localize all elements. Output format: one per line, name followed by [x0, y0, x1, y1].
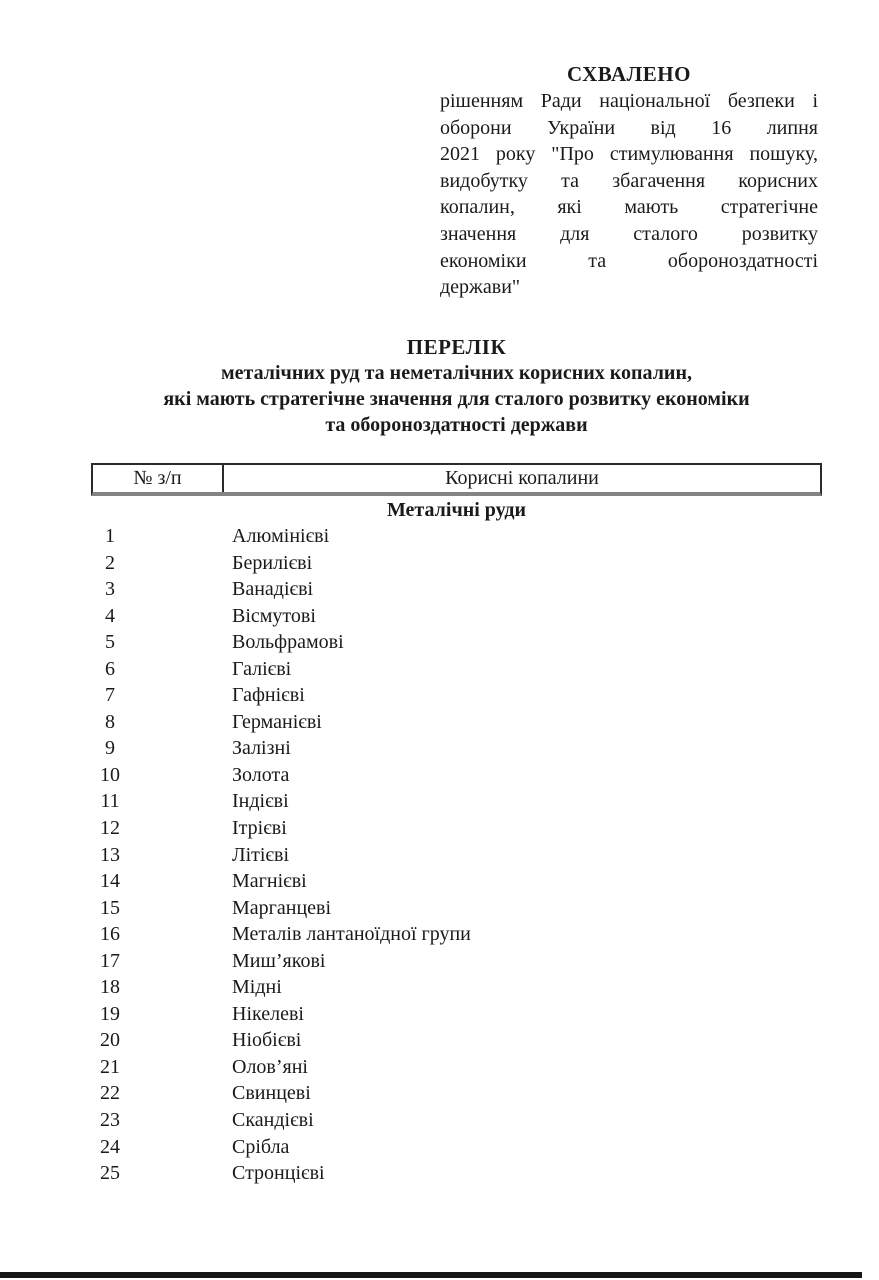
row-number: 7: [105, 684, 115, 707]
approval-body-line: рішенням Ради національної безпеки і: [440, 90, 818, 112]
row-number: 6: [105, 657, 115, 680]
table-row: [0, 974, 879, 1001]
row-mineral-name: Ніобієві: [232, 1029, 302, 1052]
table-row: [0, 523, 879, 550]
table-row: [0, 576, 879, 603]
row-number: 20: [100, 1029, 120, 1052]
row-mineral-name: Магнієві: [232, 870, 307, 893]
row-mineral-name: Марганцеві: [232, 896, 332, 919]
document-title: [91, 334, 822, 438]
row-number: 3: [105, 578, 115, 601]
table-row: [0, 735, 879, 762]
row-mineral-name: Стронцієві: [232, 1162, 325, 1185]
document-title-line: металічних руд та неметалічних корисних копалин,: [221, 362, 692, 384]
row-mineral-name: Алюмінієві: [232, 525, 330, 547]
approval-body-line: значення для сталого розвитку: [440, 222, 818, 245]
approval-body-line: оборони України від 16 липня: [440, 116, 818, 139]
table-row: [0, 709, 879, 736]
row-number: 4: [105, 604, 115, 627]
row-number: 25: [100, 1162, 120, 1185]
table-row: [0, 603, 879, 630]
approval-body-line: держави": [440, 276, 521, 299]
row-mineral-name: Вісмутові: [232, 604, 316, 627]
table-row: [0, 1134, 879, 1161]
table-row: [0, 948, 879, 975]
table-row: [0, 842, 879, 869]
row-mineral-name: Гафнієві: [232, 684, 305, 707]
table-row: [0, 1054, 879, 1081]
row-number: 17: [100, 949, 120, 972]
table-row: [0, 762, 879, 789]
approval-body-line: видобутку та збагачення корисних: [440, 169, 818, 192]
table-row: [0, 629, 879, 656]
approval-body: [440, 88, 818, 301]
row-number: 23: [100, 1109, 120, 1132]
row-number: 24: [100, 1135, 120, 1158]
row-number: 19: [100, 1002, 120, 1025]
row-mineral-name: Олов’яні: [232, 1055, 308, 1078]
bottom-scan-artifact-bar: [0, 1272, 862, 1278]
approval-body-line: економіки та обороноздатності: [440, 249, 818, 272]
row-mineral-name: Свинцеві: [232, 1082, 311, 1105]
row-number: 8: [105, 710, 115, 733]
minerals-list: [0, 523, 879, 1187]
table-header-row: [91, 463, 822, 496]
approval-body-line: копалин, які мають стратегічне: [440, 196, 818, 219]
row-mineral-name: Вольфрамові: [232, 631, 344, 654]
row-number: 5: [105, 631, 115, 654]
table-row: [0, 1080, 879, 1107]
document-title-line: та обороноздатності держави: [325, 414, 588, 436]
approval-heading: СХВАЛЕНО: [567, 62, 691, 86]
row-mineral-name: Мідні: [232, 976, 282, 999]
row-mineral-name: Залізні: [232, 737, 291, 760]
table-header-minerals-column: Корисні копалини: [445, 467, 599, 489]
table-row: [0, 1107, 879, 1134]
row-mineral-name: Скандієві: [232, 1109, 314, 1132]
row-mineral-name: Галієві: [232, 657, 292, 680]
row-number: 10: [100, 763, 120, 786]
table-row: [0, 1001, 879, 1028]
table-row: [0, 682, 879, 709]
row-mineral-name: Берилієві: [232, 551, 313, 574]
row-mineral-name: Індієві: [232, 790, 289, 813]
section-title-metal-ores: Металічні руди: [386, 499, 527, 521]
row-number: 22: [100, 1082, 120, 1105]
row-mineral-name: Германієві: [232, 710, 322, 733]
row-mineral-name: Срібла: [232, 1135, 290, 1158]
table-row: [0, 788, 879, 815]
approval-block: [440, 61, 818, 301]
table-row: [0, 1027, 879, 1054]
table-header-number-column: № з/п: [93, 465, 224, 492]
document-title-heading: ПЕРЕЛІК: [406, 335, 507, 359]
row-number: 11: [100, 790, 120, 813]
table-row: [0, 815, 879, 842]
row-number: 1: [105, 525, 115, 547]
row-mineral-name: Нікелеві: [232, 1002, 304, 1025]
table-row: [0, 921, 879, 948]
row-number: 12: [100, 817, 120, 840]
row-mineral-name: Ванадієві: [232, 578, 314, 601]
row-mineral-name: Ітрієві: [232, 817, 287, 840]
row-mineral-name: Літієві: [232, 843, 290, 866]
row-number: 13: [100, 843, 120, 866]
row-number: 2: [105, 551, 115, 574]
row-number: 15: [100, 896, 120, 919]
row-mineral-name: Золота: [232, 763, 290, 786]
row-mineral-name: Металів лантаноїдної групи: [232, 923, 471, 946]
row-number: 14: [100, 870, 120, 893]
row-mineral-name: Миш’якові: [232, 949, 326, 972]
table-row: [0, 895, 879, 922]
table-row: [0, 656, 879, 683]
row-number: 21: [100, 1055, 120, 1078]
approval-body-line: 2021 року "Про стимулювання пошуку,: [440, 143, 818, 166]
document-title-line: які мають стратегічне значення для сталого розвитку економіки: [163, 388, 750, 410]
table-row: [0, 550, 879, 577]
row-number: 16: [100, 923, 120, 946]
row-number: 9: [105, 737, 115, 760]
table-row: [0, 1160, 879, 1187]
row-number: 18: [100, 976, 120, 999]
table-row: [0, 868, 879, 895]
